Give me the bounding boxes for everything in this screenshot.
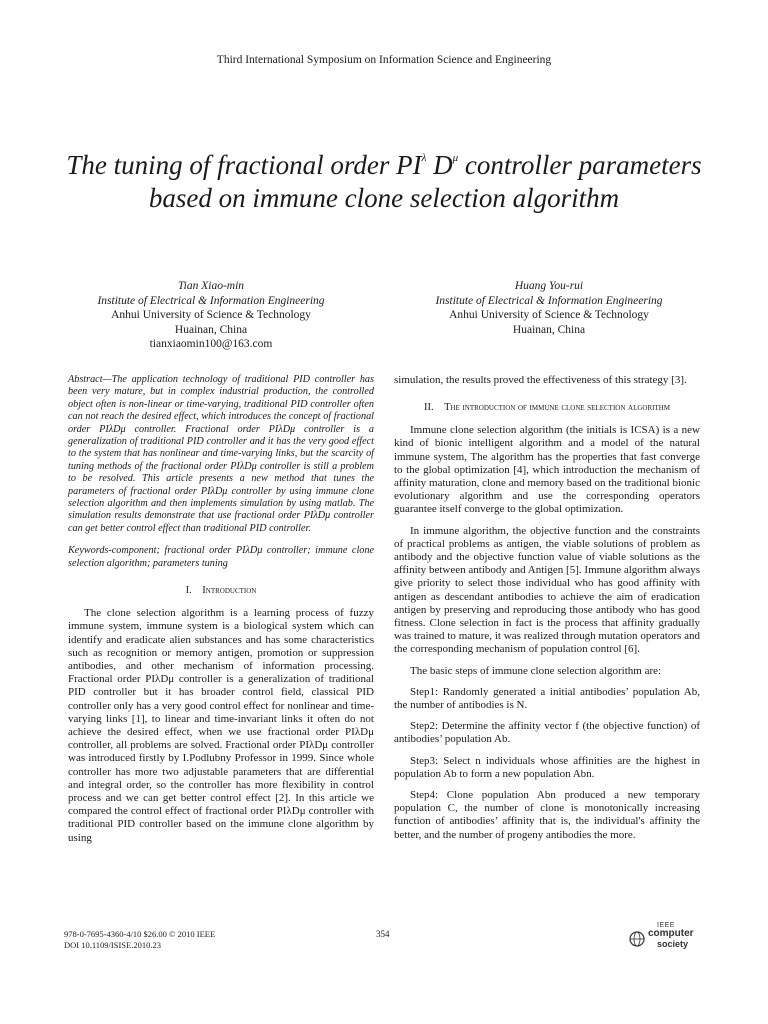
author-name: Tian Xiao-min — [177, 280, 245, 292]
section-number: II. — [423, 402, 434, 414]
author-city: Huainan, China — [174, 323, 248, 336]
author-university: Anhui University of Science & Technology — [111, 309, 311, 321]
section-title: Introduction — [202, 585, 257, 597]
title-sup-lambda: λ — [421, 152, 427, 164]
author-institute: Institute of Electrical & Information Engineering — [97, 294, 325, 307]
doi-line: DOI 10.1109/ISISE.2010.23 — [64, 940, 161, 950]
step-paragraph: Step4: Clone population Abn produced a new temporary population C, the number of clone is monotonically increasing function of antibodies’ affinity that is, the individual's affinity the better, and the number of progeny antibodies the more. — [394, 789, 700, 841]
body-paragraph: The basic steps of immune clone selection algorithm are: — [410, 664, 662, 677]
computer-society-logo — [627, 922, 707, 952]
keywords: Keywords-component; fractional order PIλDμ controller; immune clone selection algorithm; parameters tuning — [68, 545, 374, 569]
body-paragraph: In immune algorithm, the objective function and the constraints of practical problems as antigen, the viable solutions of problem as antibody and the objective function value of viable solutions as the affinity between antibody and Antigen [5]. Immune algorithm always give priority to select those individual who has good affinity with antigen as descendant antibodies to achieve the aim of eradication antigen by preserving and reproducing those antibody who has good fitness. Clone selection in fact is the process that affinity gradually was trained to mature, it was realized through mutation operators and the corresponding mechanism of population control [6]. — [394, 524, 700, 656]
title-part1: The tuning of fractional order PI — [66, 150, 422, 180]
title-part2: controller parameters based on immune clone selection algorithm — [148, 150, 702, 213]
conference-header: Third International Symposium on Information Science and Engineering — [216, 54, 552, 66]
footer-identifiers — [64, 929, 215, 951]
paper-title — [60, 142, 708, 215]
author-name: Huang You-rui — [514, 280, 584, 292]
author-city: Huainan, China — [512, 323, 586, 336]
step-paragraph: Step2: Determine the affinity vector f (the objective function) of antibodies’ population Ab. — [394, 720, 700, 746]
section-heading-2 — [394, 401, 700, 414]
author-block-1 — [46, 279, 376, 352]
step-paragraph: Step3: Select n individuals whose affinities are the highest in population Ab to form a new population Abn. — [394, 754, 700, 780]
continuation-paragraph: simulation, the results proved the effectiveness of this strategy [3]. — [394, 374, 687, 386]
author-email[interactable]: tianxiaomin100@163.com — [149, 338, 273, 350]
isbn-line: 978-0-7695-4360-4/10 $26.00 © 2010 IEEE — [64, 929, 216, 939]
logo-line1: computer — [648, 928, 694, 939]
intro-paragraph: The clone selection algorithm is a learning process of fuzzy immune system, immune system is a biological system which can identify and eradicate alien substances and has some characteristics such as recognition or memory antigen, promotion or suppression antibodies, and other mechanism of information processing. Fractional order PIλDμ controller is a generalization of traditional PID controller but it has broader control field, classical PID controller only has a very good control effect for nonlinear and time-varying links [1], to linear and time-invariant links it often do not achieve the desired effect, when we use fractional order PIλDμ controller, all problems are solved. Fractional order PIλDμ controller was introduced firstly by I.Podlubny Professor in 1999. Since whole controller has more two adjustable parameters that are differential and integral order, so the controller has more flexibility in control process and we can get better control effect [2]. In this article we compared the control effect of fractional order PIλDμ controller with traditional PID controller based on the immune clone algorithm by using — [68, 607, 374, 844]
author-university: Anhui University of Science & Technology — [449, 309, 649, 321]
step-paragraph: Step1: Randomly generated a initial antibodies’ population Ab, the number of antibodies is N. — [394, 685, 700, 712]
title-sup-mu: μ — [452, 152, 459, 164]
left-column — [68, 374, 374, 853]
author-block-2 — [384, 279, 714, 337]
logo-line2: society — [657, 939, 689, 949]
globe-icon — [629, 931, 645, 947]
section-title: The introduction of immune clone selection algorithm — [444, 402, 671, 414]
right-column — [394, 374, 700, 850]
logo-ieee-text: IEEE — [657, 922, 675, 929]
section-number: I. — [185, 585, 192, 597]
section-heading-1 — [68, 584, 374, 597]
author-institute: Institute of Electrical & Information Engineering — [435, 294, 663, 307]
abstract: Abstract—The application technology of traditional PID controller has been very mature, but in complex industrial production, the controlled object often is non-linear or time-varying, traditional PID controller often can not reach the desired effect, which introduces the concept of fractional order PIλDμ controller. Fractional order PIλDμ controller is a generalization of traditional PID controller and it has the very good effect to the system that has nonlinear and time-varying links, but the scarcity of tuning methods of the fractional order PIλDμ controller is still a problem to be resolved. This article presents a new method that tunes the parameters of fractional order PIλDμ controller by using immune clone selection algorithm and then implements simulation by using matlab. The simulation results demonstrate that use fractional order PIλDμ controller can get better control effect than traditional PID controller. — [68, 374, 374, 534]
body-paragraph: Immune clone selection algorithm (the initials is ICSA) is a new kind of bionic intelligent algorithm and a model of the natural immune system, The algorithm has the properties that fast converge to the global optimization [4], which introduction the mechanism of affinity maturation, clone and memory based on the traditional bionic evolutionary algorithm and use the corresponding operators guarantee itself converge to the global optimization. — [394, 424, 700, 516]
title-part-d: D — [426, 150, 453, 180]
page-number: 354 — [376, 929, 390, 939]
